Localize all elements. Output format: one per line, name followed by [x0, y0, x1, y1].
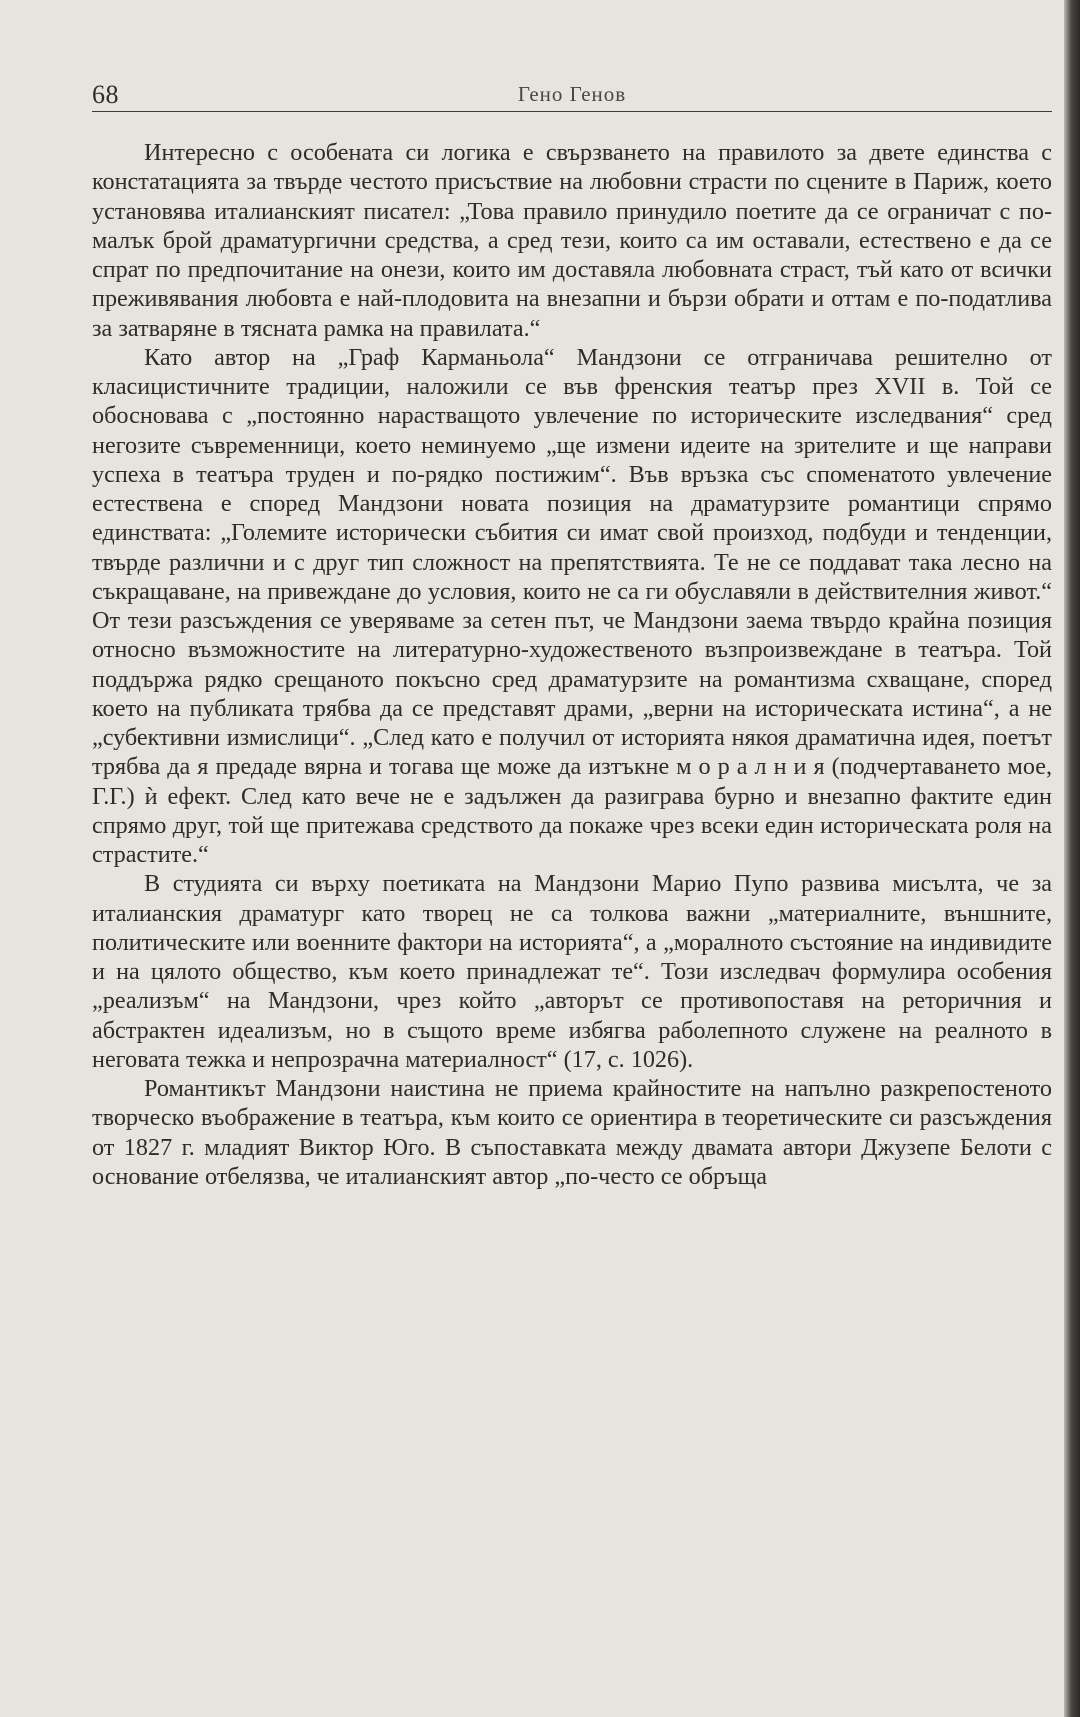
running-head: Гено Генов	[517, 82, 627, 106]
page-header	[92, 80, 1052, 114]
page-number: 68	[92, 80, 119, 109]
paragraph: Романтикът Мандзони наистина не приема крайностите на напълно разкрепостеното творческо въображение в театъра, към които се ориентира в теоретическите си разсъждения от 1827 г. младият Виктор Юго. В съпоставката между двамата автори Джузепе Белоти с основание отбелязва, че италианският автор „по-често се обръща	[92, 1075, 1052, 1190]
paragraph: В студията си върху поетиката на Мандзони Марио Пупо развива мисълта, че за италианския драматург като творец не са толкова важни „материалните, външните, политическите или военните фактори на историята“, а „моралното състояние на индивидите и на цялото общество, към което принадлежат те“. Този изследвач формулира особения „реализъм“ на Мандзони, чрез който „авторът се противопоставя на реторичния и абстрактен идеализъм, но в същото време избягва раболепното служене на реалното в неговата тежка и непрозрачна материалност“ (17, с. 1026).	[92, 870, 1052, 1073]
body-text	[92, 138, 1052, 1191]
header-rule	[92, 111, 1052, 112]
paragraph: Като автор на „Граф Карманьола“ Мандзони се отграничава решително от класицистичните традиции, наложили се във френския театър през XVII в. Той се обосновава с „постоянно нарастващото увлечение по историческите изследвания“ сред негозите съвременници, което неминуемо „ще измени идеите на зрителите и ще направи успеха в театъра труден и по-рядко постижим“. Във връзка със споменатото увлечение естествена е според Мандзони новата позиция на драматурзите романтици спрямо единствата: „Големите исторически събития си имат свой произход, подбуди и тенденции, твърде различни и с друг тип сложност на препятствията. Те не се поддават така лесно на съкращаване, на привеждане до условия, които не са ги обуславяли в действителния живот.“ От тези разсъждения се уверяваме за сетен път, че Мандзони заема твърдо крайна позиция относно възможностите на литературно-художественото възпроизвеждане в театъра. Той поддържа рядко срещаното покъсно сред драматурзите на романтизма схващане, според което на публиката трябва да се представят драми, „верни на историческата истина“, а не „субективни измислици“. „След като е получил от историята някоя драматична идея, поетът трябва да я предаде вярна и тогава ще може да изтъкне м о р а л н и я (подчертаването мое, Г.Г.) ѝ ефект. След като вече не е задължен да разиграва бурно и внезапно фактите един спрямо друг, той ще притежава средството да покаже чрез всеки един историческата роля на страстите.“	[92, 343, 1052, 868]
paragraph: Интересно с особената си логика е свързването на правилото за двете единства с констатацията за твърде честото присъствие на любовни страсти по сцените в Париж, което установява италианският писател: „Това правило принудило поетите да се ограничат с по-малък брой драматургични средства, а сред тези, които са им оставали, естествено е да се спрат по предпочитание на онези, които им доставяла любовната страст, тъй като от всички преживявания любовта е най-плодовита на внезапни и бързи обрати и оттам е по-податлива за затваряне в тясната рамка на правилата.“	[92, 139, 1052, 342]
page-edge-shadow	[1064, 0, 1080, 1717]
